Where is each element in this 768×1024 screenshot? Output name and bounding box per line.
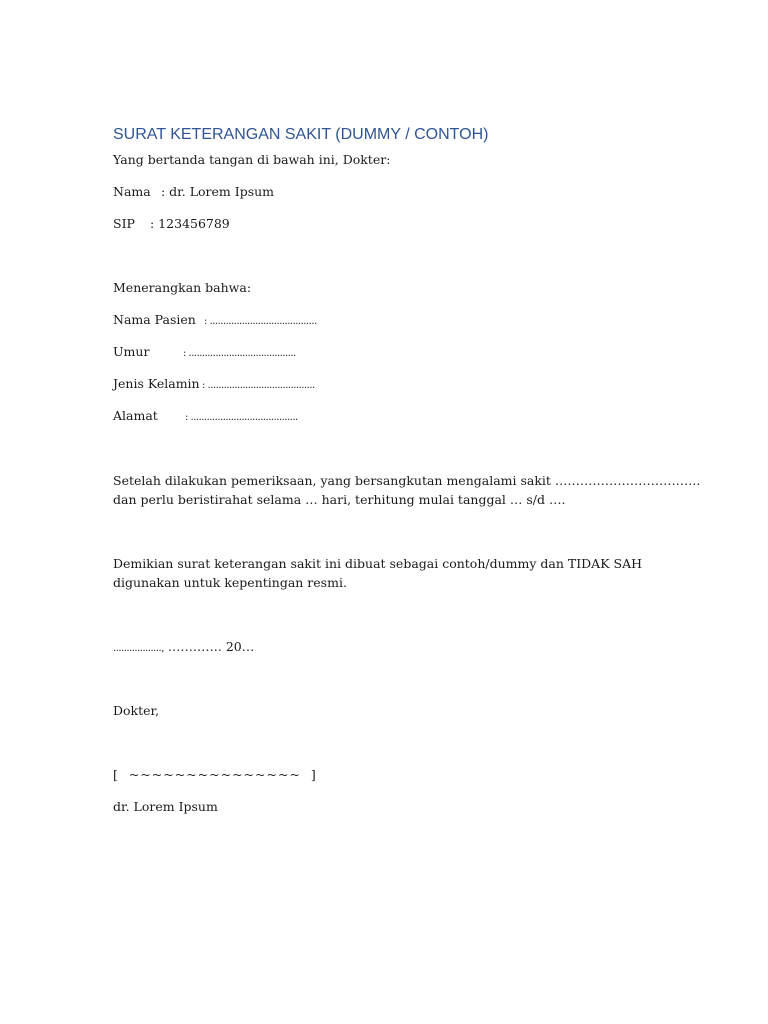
patient-name-label: Nama Pasien [113,312,196,327]
doctor-signature-name: dr. Lorem Ipsum [113,799,218,814]
doctor-name-label: Nama [113,184,151,199]
doctor-name-row [113,182,274,201]
disclaimer-text-line-1: Demikian surat keterangan sakit ini dibuat sebagai contoh/dummy dan TIDAK SAH [113,556,642,571]
patient-age-row [113,342,296,363]
statement-text: Menerangkan bahwa: [113,280,252,295]
place-date-line [113,637,254,658]
place-date-dots: .................., [113,643,164,654]
patient-gender-row [113,374,315,395]
doctor-sip-label: SIP [113,216,135,231]
patient-gender-value: : ........................................ [202,380,315,391]
patient-address-row [113,406,298,427]
closing-text: Dokter, [113,703,160,718]
place-date-rest: …………. 20… [167,639,255,654]
patient-name-row [113,310,317,331]
examination-text-line-1: Setelah dilakukan pemeriksaan, yang bersangkutan mengalami sakit …………………………….. [113,473,701,488]
doctor-name-value: : dr. Lorem Ipsum [161,184,275,199]
patient-age-value: : ........................................ [183,348,296,359]
signature-placeholder: [ ~~~~~~~~~~~~~~~ ] [113,767,317,782]
doctor-sip-row [113,214,230,233]
patient-age-label: Umur [113,344,150,359]
doctor-sip-value: : 123456789 [150,216,230,231]
disclaimer-text-line-2: digunakan untuk kepentingan resmi. [113,575,347,590]
patient-address-label: Alamat [113,408,158,423]
patient-address-value: : ........................................ [185,412,298,423]
intro-text: Yang bertanda tangan di bawah ini, Dokter: [113,152,391,167]
examination-text-line-2: dan perlu beristirahat selama … hari, terhitung mulai tanggal … s/d …. [113,492,566,507]
patient-name-value: : ........................................ [204,316,317,327]
patient-gender-label: Jenis Kelamin [113,376,200,391]
letter-title: SURAT KETERANGAN SAKIT (DUMMY / CONTOH) [113,126,489,143]
